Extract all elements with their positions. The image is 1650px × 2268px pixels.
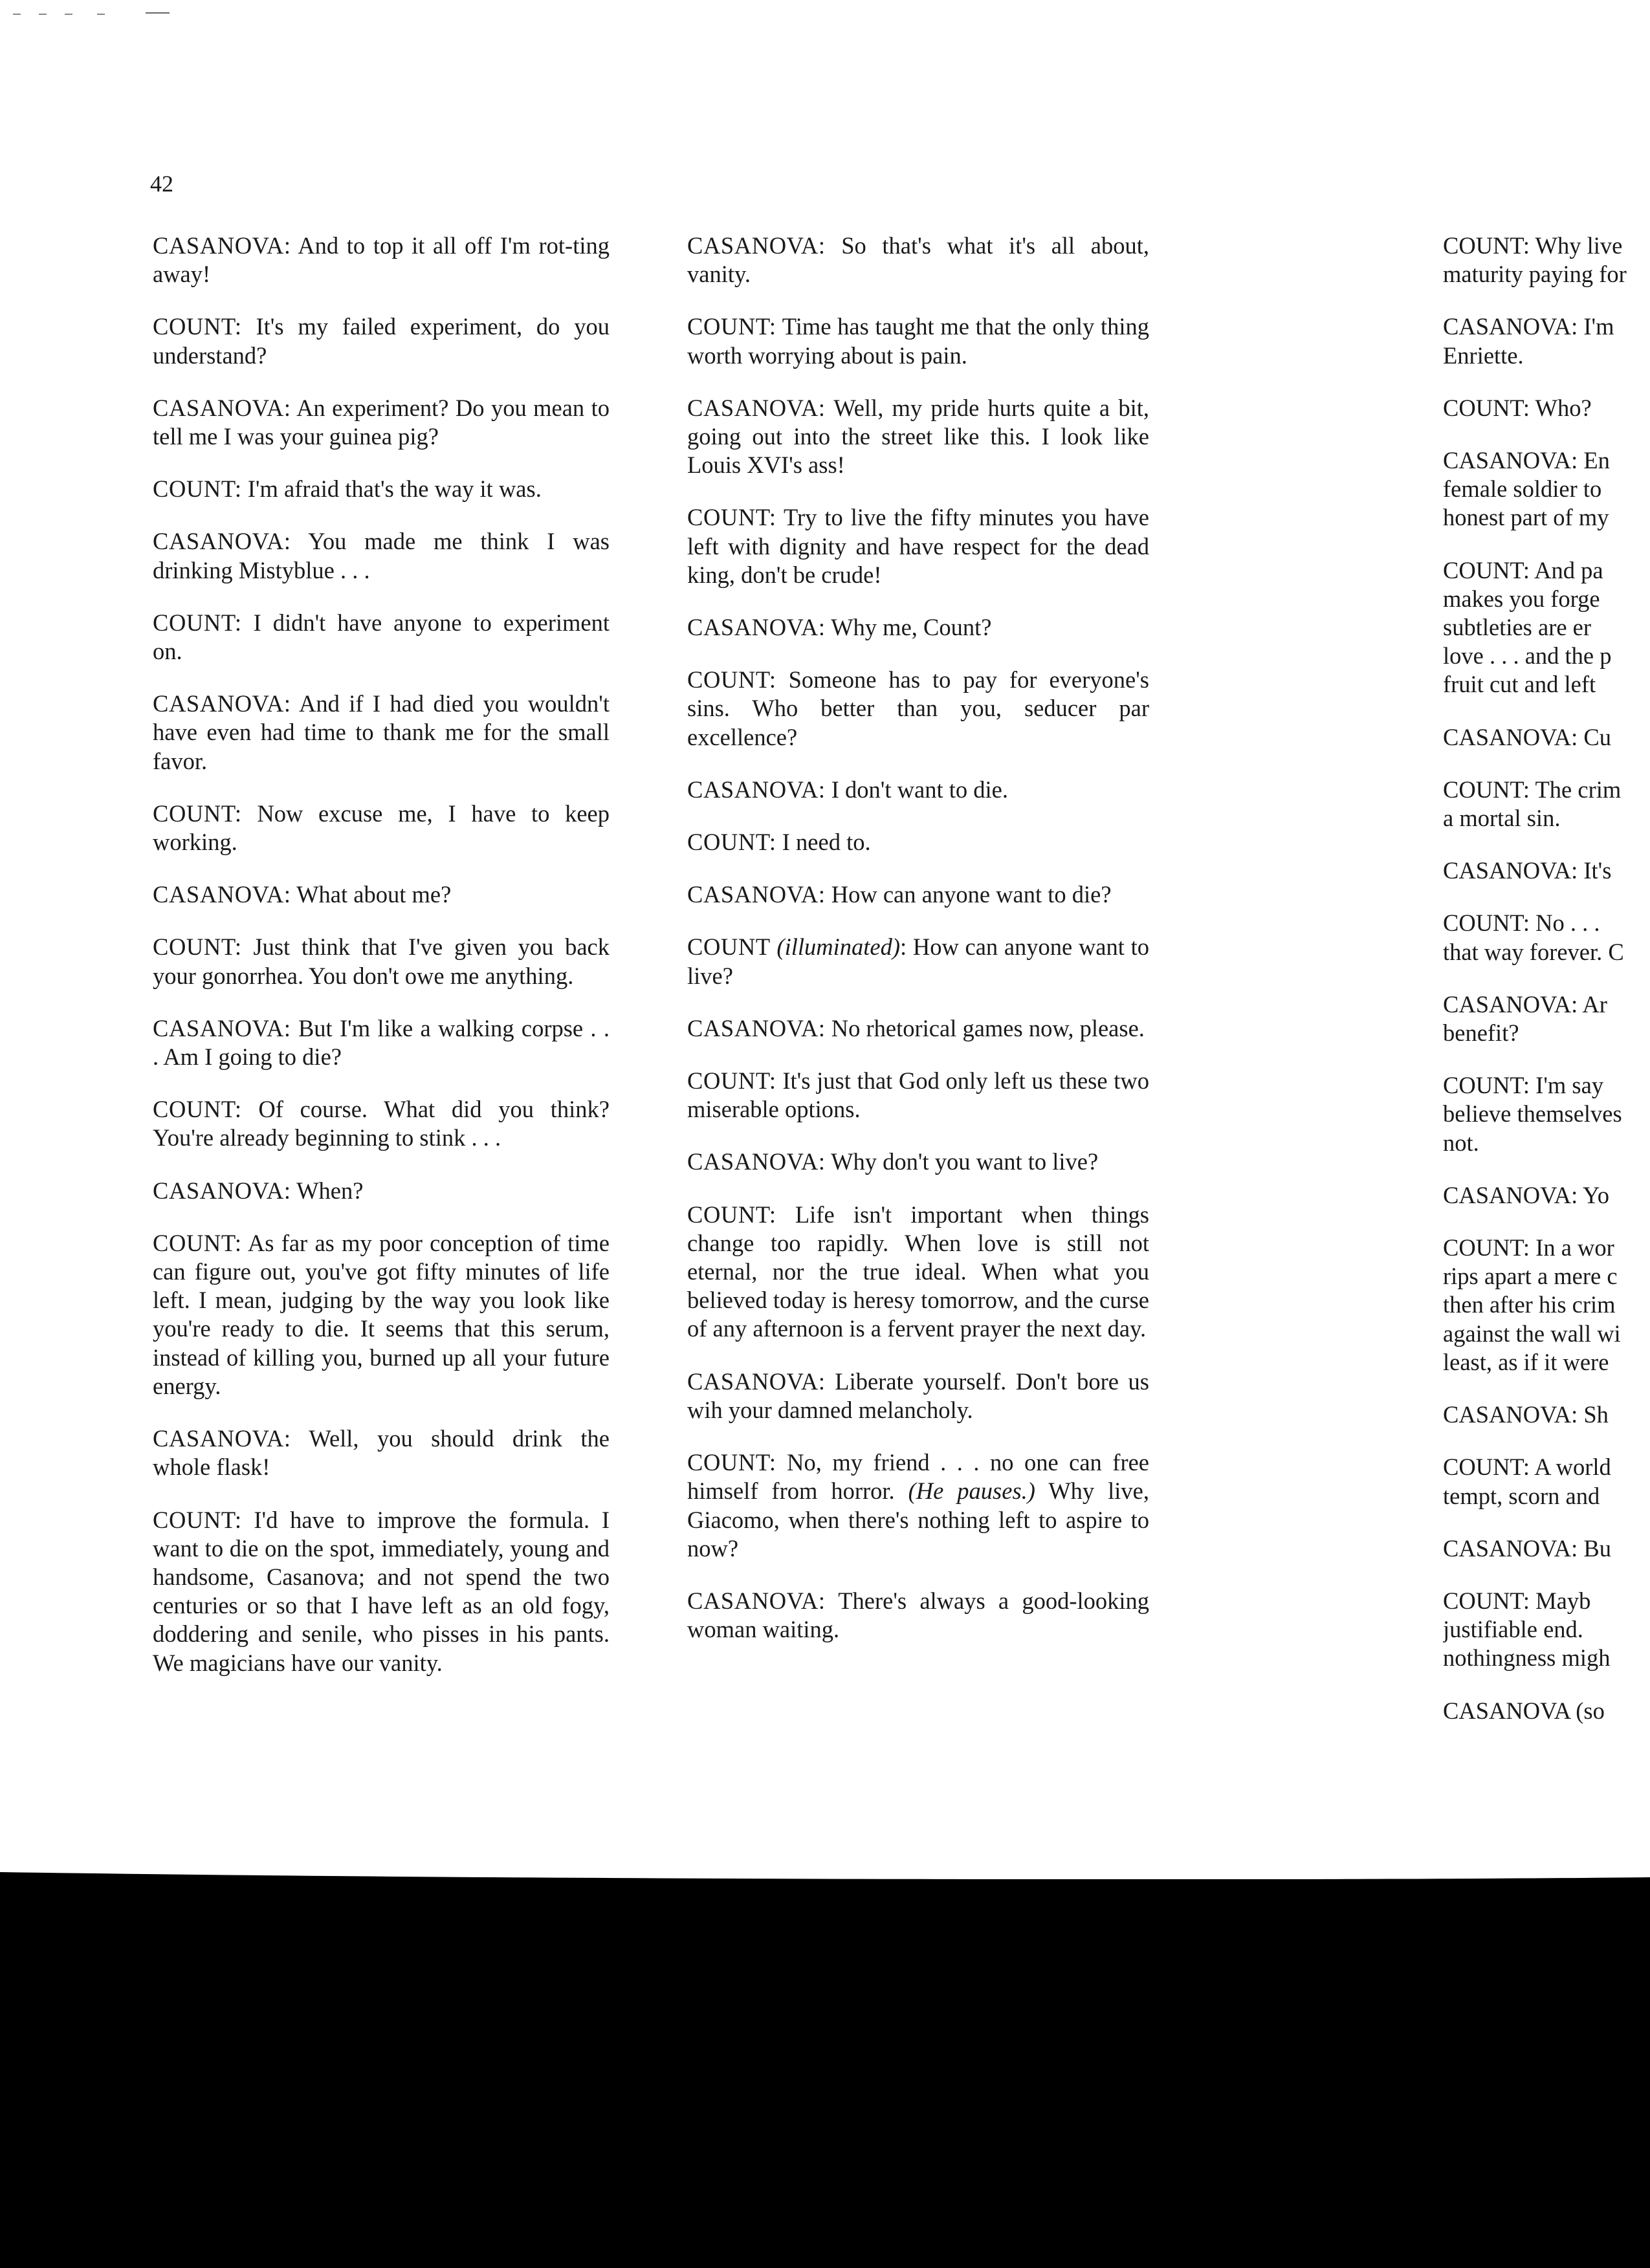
speaker-name: COUNT: [153,800,242,827]
cropped-line: a mortal sin. [1443,805,1561,832]
speaker-name: CASANOVA: [687,1368,826,1395]
cropped-line: least, as if it were [1443,1348,1609,1375]
speaker-name: COUNT: [153,1506,242,1533]
cropped-line: COUNT: No . . . [1443,910,1600,937]
dialogue-paragraph [153,880,610,909]
dialogue-paragraph-cropped [1443,909,1650,966]
dialogue-text: Well, you should drink the whole flask! [153,1425,610,1481]
dialogue-paragraph [153,1095,610,1152]
dialogue-text: Well, my pride hurts quite a bit, going out into the street like this. I look like Louis XVI's ass! [687,394,1149,479]
speaker-name: CASANOVA: [687,776,826,803]
text-column-right-cropped [1443,232,1650,1749]
speaker-name: CASANOVA: [153,1425,291,1452]
dialogue-text: I'm afraid that's the way it was. [247,475,542,503]
speaker-name: COUNT: [153,1096,242,1123]
dialogue-paragraph [153,933,610,990]
speaker-name: CASANOVA: [687,1014,826,1041]
dialogue-paragraph-cropped [1443,1697,1650,1725]
speaker-name: COUNT: [687,1067,776,1095]
dialogue-paragraph-cropped [1443,856,1650,885]
cropped-line: makes you forge [1443,585,1600,612]
speaker-name: CASANOVA: [153,232,291,259]
speaker-name: CASANOVA: [153,881,291,908]
dialogue-paragraph [687,666,1149,752]
dialogue-text: I didn't have anyone to experiment on. [153,609,610,665]
dialogue-paragraph [153,1424,610,1481]
dialogue-paragraph [687,828,1149,856]
cropped-line: COUNT: Who? [1443,394,1592,421]
speaker-name: CASANOVA: [687,881,826,908]
dialogue-text: Life isn't important when things change too rapidly. When love is still not eternal, nor the true ideal. When what you believed today is heresy tomorrow, and the curse of any afternoon is a fervent prayer the next day. [687,1201,1149,1342]
cropped-line: fruit cut and left [1443,671,1596,698]
dialogue-paragraph-cropped [1443,1181,1650,1210]
dialogue-paragraph-cropped [1443,1234,1650,1377]
dialogue-text: What about me? [296,881,452,908]
dialogue-paragraph [687,776,1149,804]
page-number: 42 [150,171,173,197]
cropped-line: CASANOVA: Cu [1443,723,1611,750]
dialogue-paragraph [153,475,610,503]
dialogue-paragraph [687,1201,1149,1344]
dialogue-paragraph-cropped [1443,312,1650,369]
speaker-name: CASANOVA: [687,232,826,259]
dialogue-text: Someone has to pay for everyone's sins. Who better than you, seducer par excellence? [687,666,1150,750]
dialogue-paragraph [153,800,610,856]
speaker-name: CASANOVA: [153,1177,291,1204]
speaker-name: CASANOVA: [153,690,291,717]
speaker-name: CASANOVA: [687,1148,826,1175]
dialogue-text: It's just that God only left us these two miserable options. [687,1067,1150,1123]
dialogue-text: There's always a good-looking woman waiting. [687,1587,1150,1643]
cropped-line: not. [1443,1129,1479,1156]
cropped-line: COUNT: A world [1443,1454,1611,1481]
dialogue-paragraph-cropped [1443,1071,1650,1157]
cropped-line: COUNT: I'm say [1443,1072,1604,1099]
dialogue-text: As far as my poor conception of time can figure out, you've got fifty minutes of life left. I mean, judging by the way you look like you're ready to die. It seems that this serum, instead of killing you, burned up all your future energy. [153,1229,610,1399]
cropped-line: rips apart a mere c [1443,1263,1618,1290]
dialogue-paragraph [153,232,610,289]
speaker-name: COUNT: [687,829,776,856]
dialogue-paragraph-cropped [1443,1453,1650,1510]
scan-marks [0,0,194,26]
speaker-name: CASANOVA: [687,394,826,421]
cropped-line: then after his crim [1443,1291,1616,1318]
dialogue-paragraph [687,1014,1149,1043]
cropped-line: nothingness migh [1443,1644,1611,1672]
dialogue-paragraph [687,933,1149,990]
dialogue-text: : How can anyone want to live? [687,933,1149,989]
dialogue-text: So that's what it's all about, vanity. [687,232,1150,288]
dialogue-text: I need to. [782,829,871,856]
dialogue-text: Now excuse me, I have to keep working. [153,800,610,856]
dialogue-text: Why don't you want to live? [831,1148,1099,1175]
cropped-line: honest part of my [1443,504,1609,531]
speaker-name: CASANOVA: [687,1587,826,1614]
dialogue-paragraph [687,503,1149,589]
dialogue-text: Try to live the fifty minutes you have left with dignity and have respect for the dead king, don't be crude! [687,504,1150,588]
speaker-name: COUNT: [687,1201,776,1228]
cropped-line: COUNT: And pa [1443,556,1603,583]
dialogue-paragraph [687,1448,1149,1563]
speaker-name: COUNT: [153,313,242,340]
cropped-line: believe themselves [1443,1100,1622,1128]
dialogue-text: You made me think I was drinking Mistyblue . . . [153,528,610,583]
text-column-left [153,232,610,1701]
dialogue-text: But I'm like a walking corpse . . . Am I going to die? [153,1014,610,1071]
dialogue-text: Time has taught me that the only thing worth worrying about is pain. [687,313,1149,369]
dialogue-paragraph-cropped [1443,232,1650,289]
dialogue-paragraph [153,609,610,666]
speaker-name: COUNT: [153,1229,242,1256]
dialogue-paragraph [153,527,610,584]
dialogue-text: No, my friend . . . no one can free himself from horror. [687,1449,1150,1505]
dialogue-paragraph [687,312,1149,369]
cropped-line: CASANOVA (so [1443,1697,1605,1724]
dialogue-paragraph [687,613,1149,642]
dialogue-paragraph-cropped [1443,723,1650,752]
text-column-middle [687,232,1149,1668]
cropped-line: maturity paying for [1443,261,1627,288]
dialogue-paragraph [153,1506,610,1677]
cropped-line: female soldier to [1443,475,1602,503]
dialogue-paragraph [687,232,1149,289]
dialogue-text: I don't want to die. [831,776,1008,803]
cropped-line: that way forever. C [1443,938,1624,965]
dialogue-paragraph [153,1229,610,1401]
cropped-line: justifiable end. [1443,1616,1583,1643]
dialogue-text: Just think that I've given you back your gonorrhea. You don't owe me anything. [153,933,610,989]
cropped-line: against the wall wi [1443,1320,1621,1347]
dialogue-paragraph [153,690,610,776]
cropped-line: CASANOVA: En [1443,447,1610,474]
dialogue-paragraph [687,394,1149,480]
dialogue-text: And if I had died you wouldn't have even had time to thank me for the small favor. [153,690,610,774]
dialogue-text: And to top it all off I'm rot-ting away! [153,232,610,288]
speaker-name: CASANOVA: [153,1014,291,1041]
dialogue-text: When? [296,1177,364,1204]
cropped-line: subtleties are er [1443,614,1592,641]
dialogue-paragraph-cropped [1443,1587,1650,1673]
dialogue-paragraph-cropped [1443,1401,1650,1429]
speaker-name: COUNT: [687,504,776,531]
dialogue-text: It's my failed experiment, do you understand? [153,313,610,369]
dialogue-paragraph [687,1587,1149,1644]
dialogue-paragraph [153,312,610,369]
dialogue-text: Of course. What did you think? You're already beginning to stink . . . [153,1096,610,1151]
speaker-name: CASANOVA: [153,528,291,555]
dialogue-paragraph [687,1148,1149,1176]
dialogue-text: How can anyone want to die? [831,881,1112,908]
speaker-name: CASANOVA: [153,394,291,421]
dialogue-paragraph-cropped [1443,446,1650,532]
dialogue-text-continued: Why live, Giacomo, when there's nothing left to aspire to now? [687,1477,1149,1562]
dialogue-paragraph-cropped [1443,990,1650,1047]
dialogue-paragraph [153,394,610,451]
dialogue-paragraph-cropped [1443,556,1650,699]
cropped-line: love . . . and the p [1443,642,1612,670]
dialogue-paragraph-cropped [1443,1534,1650,1563]
cropped-line: COUNT: The crim [1443,776,1622,803]
speaker-name: COUNT: [153,933,242,961]
speaker-name: COUNT: [153,475,242,503]
cropped-line: CASANOVA: Ar [1443,990,1607,1018]
dialogue-text: An experiment? Do you mean to tell me I was your guinea pig? [153,394,610,450]
speaker-name: COUNT [687,933,771,961]
cropped-line: CASANOVA: I'm [1443,313,1614,340]
dialogue-paragraph [687,880,1149,909]
dialogue-paragraph [687,1368,1149,1424]
speaker-name: COUNT: [687,1449,776,1476]
cropped-line: CASANOVA: Yo [1443,1181,1609,1208]
stage-direction: (illuminated) [776,933,900,961]
cropped-line: CASANOVA: It's [1443,857,1612,884]
dialogue-paragraph [153,1014,610,1071]
stage-direction: (He pauses.) [908,1477,1035,1505]
cropped-line: COUNT: In a wor [1443,1234,1614,1261]
dialogue-paragraph [153,1177,610,1205]
cropped-line: COUNT: Mayb [1443,1587,1591,1614]
cropped-line: CASANOVA: Bu [1443,1534,1611,1562]
cropped-line: CASANOVA: Sh [1443,1401,1609,1428]
cropped-line: benefit? [1443,1020,1519,1047]
dialogue-text: No rhetorical games now, please. [831,1014,1145,1041]
speaker-name: COUNT: [153,609,242,636]
dialogue-paragraph-cropped [1443,776,1650,833]
cropped-line: tempt, scorn and [1443,1482,1600,1509]
cropped-line: COUNT: Why live [1443,232,1623,259]
dialogue-paragraph-cropped [1443,394,1650,422]
speaker-name: COUNT: [687,666,776,693]
speaker-name: COUNT: [687,313,776,340]
dialogue-text: Liberate yourself. Don't bore us wih your damned melancholy. [687,1368,1150,1423]
speaker-name: CASANOVA: [687,614,826,641]
dialogue-text: I'd have to improve the formula. I want to die on the spot, immediately, young and handsome, Casanova; and not spend the two centuries or so that I have left as an old fogy, doddering and senile, who pisses in his pants. We magicians have our vanity. [153,1506,610,1676]
dialogue-paragraph [687,1067,1149,1124]
scan-dark-area [0,1879,1650,2268]
dialogue-text: Why me, Count? [831,614,992,641]
cropped-line: Enriette. [1443,342,1524,369]
